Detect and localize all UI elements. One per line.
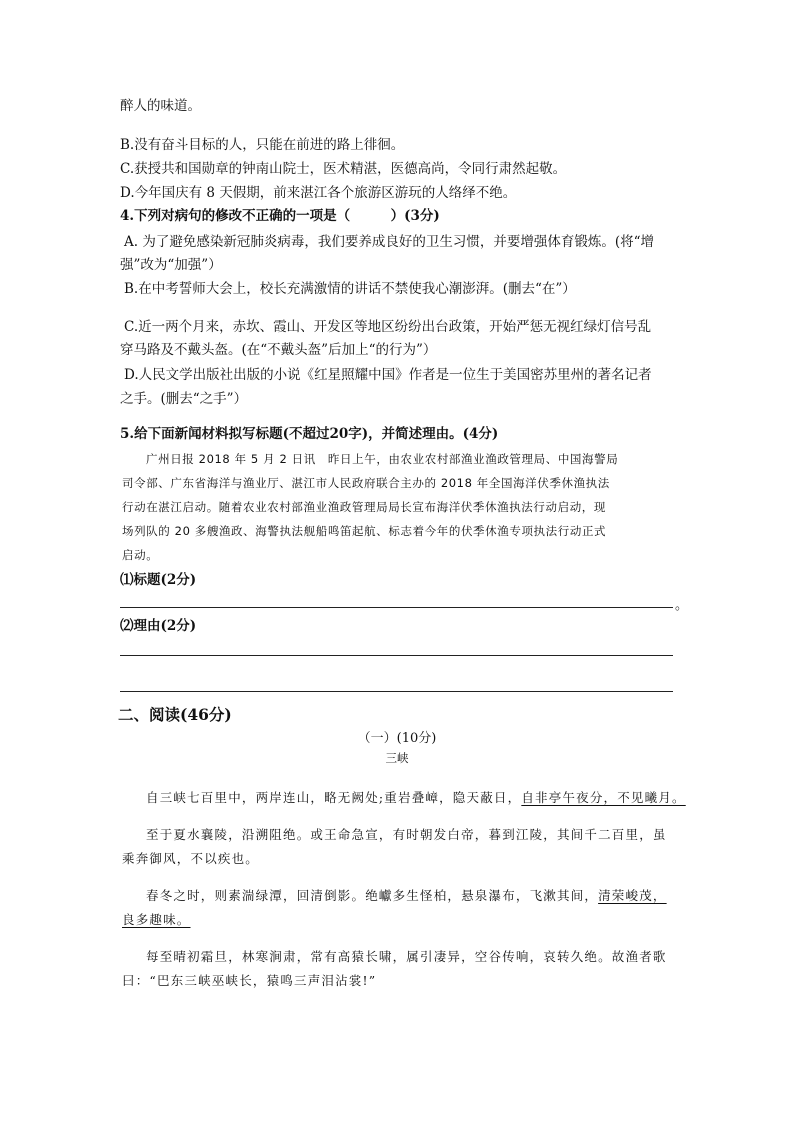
- q3-option-a-tail: 醉人的味道。: [120, 98, 201, 114]
- q3-option-b: B.没有奋斗目标的人，只能在前进的路上徘徊。: [120, 137, 405, 153]
- q4-option-a-line2: 强”改为“加强”）: [120, 257, 222, 273]
- q4-option-a-line1: A. 为了避免感染新冠肺炎病毒，我们要养成良好的卫生习惯，并要增强体育锻炼。(将“增: [124, 234, 654, 250]
- poem-paragraph-3-line2: [122, 911, 191, 929]
- q4-stem: 4.下列对病句的修改不正确的一项是（ ）(3分): [120, 208, 440, 224]
- poem-paragraph-2-line1: 至于夏水襄陵，沿溯阻绝。或王命急宣，有时朝发白帝，暮到江陵，其间千二百里，虽: [146, 827, 667, 842]
- poem-title: 三峡: [385, 751, 409, 765]
- q4-option-c-line1: C.近一两个月来，赤坎、霞山、开发区等地区纷纷出台政策，开始严惩无视红绿灯信号乱: [124, 319, 652, 335]
- poem-p3-text: 春冬之时，则素湍绿潭，回清倒影。绝巘多生怪柏，悬泉瀑布，飞漱其间，: [146, 888, 599, 903]
- news-line-3: 行动在湛江启动。随着农业农村部渔业渔政管理局局长宣布海洋伏季休渔执法行动启动，现: [122, 500, 606, 514]
- news-line-1: 广州日报 2018 年 5 月 2 日讯 昨日上午，由农业农村部渔业渔政管理局、中国海警局: [146, 452, 619, 466]
- poem-paragraph-4-line2: 曰：“巴东三峡巫峡长，猿鸣三声泪沾裳!”: [122, 973, 377, 988]
- reason-answer-line-2[interactable]: [120, 691, 673, 692]
- poem-p1-underlined: 自非亭午夜分，不见曦月。: [521, 790, 686, 805]
- poem-paragraph-2-line2: 乘奔御风，不以疾也。: [122, 851, 260, 866]
- q4-option-d-line1: D.人民文学出版社出版的小说《红星照耀中国》作者是一位生于美国密苏里州的著名记者: [124, 367, 652, 383]
- poem-p3-underlined-1: 清荣峻茂，: [598, 888, 667, 903]
- poem-p1-text: 自三峡七百里中，两岸连山，略无阙处;重岩叠嶂，隐天蔽日，: [146, 790, 522, 805]
- poem-paragraph-3-line1: [146, 887, 667, 905]
- q5-stem: 5.给下面新闻材料拟写标题(不超过20字)，并简述理由。(4分): [120, 426, 499, 442]
- q4-option-c-line2: 穿马路及不戴头盔。(在“不戴头盔”后加上“的行为”）: [120, 342, 437, 358]
- q3-option-c: C.获授共和国勋章的钟南山院士，医术精湛，医德高尚，令同行肃然起敬。: [120, 161, 567, 177]
- poem-paragraph-1: [146, 789, 686, 807]
- q5-reason-label: ⑵理由(2分): [120, 618, 197, 634]
- news-line-4: 场列队的 20 多艘渔政、海警执法舰船鸣笛起航、标志着今年的伏季休渔专项执法行动正式: [122, 524, 607, 538]
- q5-title-label: ⑴标题(2分): [120, 572, 197, 588]
- q3-option-d: D.今年国庆有 8 天假期，前来湛江各个旅游区游玩的人络绎不绝。: [120, 185, 517, 201]
- reading-part-one: （一）(10分): [357, 731, 437, 746]
- poem-paragraph-4-line1: 每至晴初霜旦，林寒涧肃，常有高猿长啸，属引凄异，空谷传响，哀转久绝。故渔者歌: [146, 949, 667, 964]
- q4-option-d-line2: 之手。(删去“之手”）: [120, 391, 248, 407]
- poem-p3-underlined-2: 良多趣味。: [122, 912, 191, 927]
- title-answer-period: 。: [675, 598, 689, 613]
- title-answer-line[interactable]: [120, 607, 673, 608]
- news-line-5: 启动。: [122, 548, 159, 562]
- reason-answer-line-1[interactable]: [120, 655, 673, 656]
- q4-option-b: B.在中考誓师大会上，校长充满激情的讲话不禁使我心潮澎湃。(删去“在”）: [124, 281, 576, 297]
- section-heading-reading: 二、阅读(46分): [118, 705, 232, 724]
- news-line-2: 司令部、广东省海洋与渔业厅、湛江市人民政府联合主办的 2018 年全国海洋伏季休渔执法: [122, 476, 610, 490]
